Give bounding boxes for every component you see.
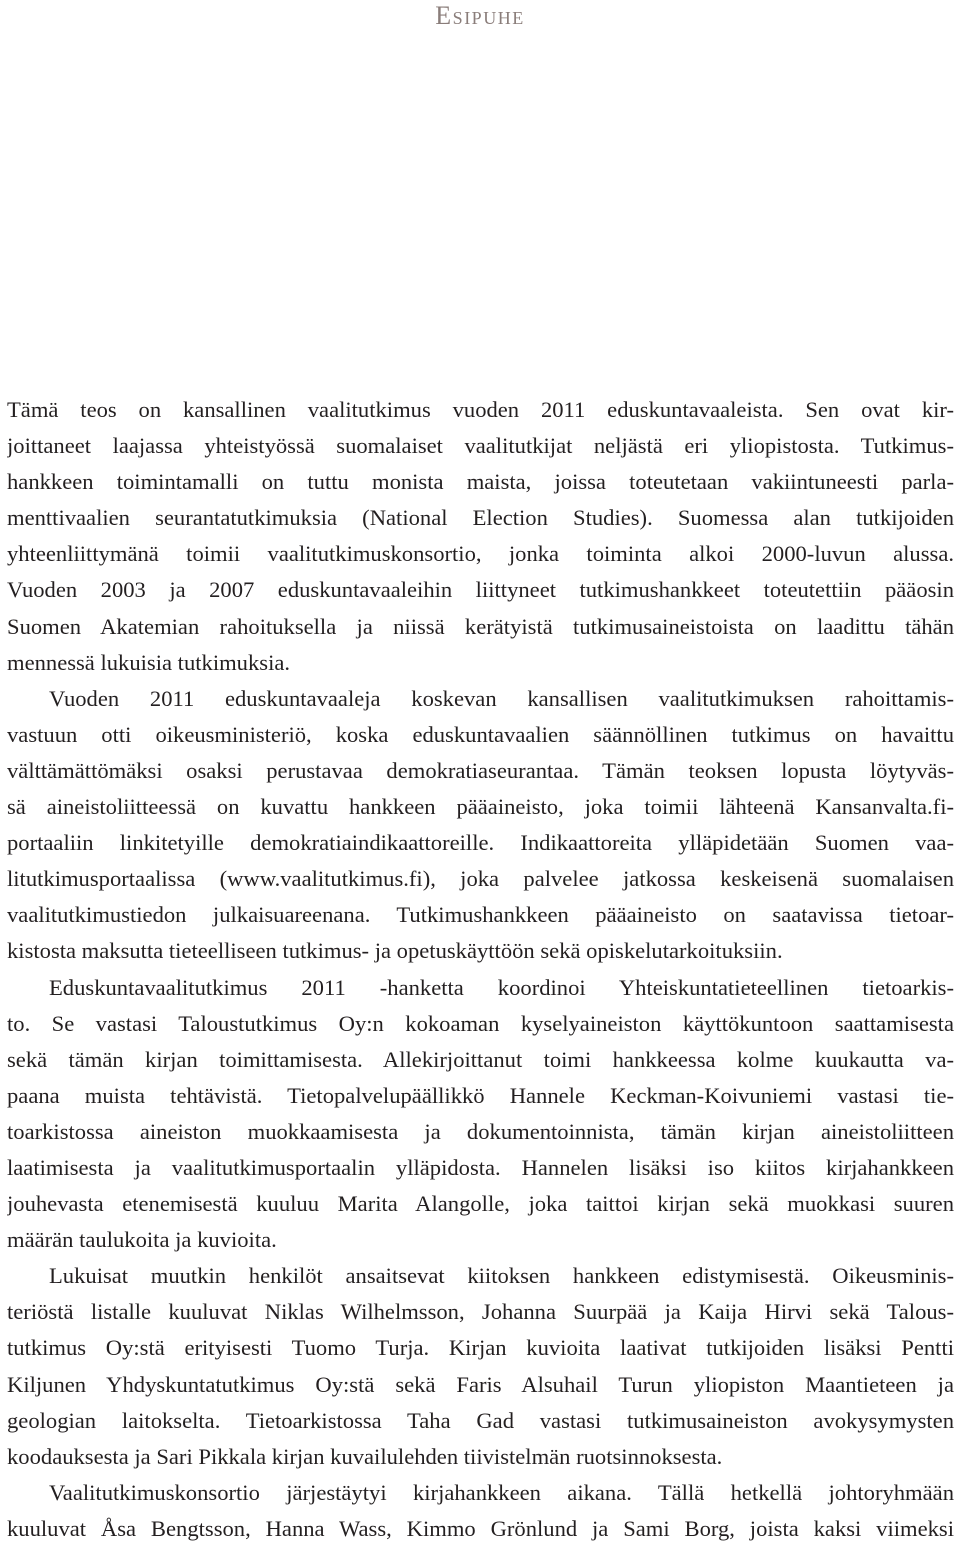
paragraph-4: [7, 1258, 954, 1475]
body-text: [7, 392, 954, 1547]
text-line: Tämä teos on kansallinen vaalitutkimus vuoden 2011 eduskuntavaaleista. Sen ovat kir-: [7, 397, 954, 422]
text-line: koodauksesta ja Sari Pikkala kirjan kuvailulehden tiivistelmän ruotsinnoksesta.: [7, 1443, 723, 1469]
text-line: vaalitutkimustiedon julkaisuareenana. Tutkimushankkeen pääaineisto on saatavissa tietoar-: [7, 902, 954, 928]
text-line: to. Se vastasi Taloustutkimus Oy:n kokoaman kyselyaineiston käyttökuntoon saattamisesta: [7, 1010, 954, 1036]
text-line: Kiljunen Yhdyskuntatutkimus Oy:stä sekä Faris Alsuhail Turun yliopiston Maantieteen ja: [7, 1371, 954, 1397]
page-title-text: Esipuhe: [435, 1, 525, 30]
text-line: jouhevasta etenemisestä kuuluu Marita Alangolle, joka taittoi kirjan sekä muokkasi suuren: [7, 1191, 954, 1217]
text-line: mennessä lukuisia tutkimuksia.: [7, 649, 291, 675]
text-line: hankkeen toimintamalli on tuttu monista maista, joissa toteutetaan vakiintuneesti parla-: [7, 469, 954, 495]
text-line: Eduskuntavaalitutkimus 2011 -hanketta koordinoi Yhteiskuntatieteellinen tietoarkis-: [49, 974, 954, 1000]
paragraph-2: [7, 681, 954, 970]
text-line: menttivaalien seurantatutkimuksia (National Election Studies). Suomessa alan tutkijoiden: [7, 505, 954, 531]
text-line: paana muista tehtävistä. Tietopalvelupäällikkö Hannele Keckman-Koivuniemi vastasi tie-: [7, 1082, 954, 1108]
text-line: välttämättömäksi osaksi perustavaa demokratiaseurantaa. Tämän teoksen lopusta löytyväs-: [7, 757, 954, 783]
text-line: geologian laitokselta. Tietoarkistossa Taha Gad vastasi tutkimusaineiston avokysymysten: [7, 1407, 954, 1433]
text-line: toarkistossa aineiston muokkaamisesta ja dokumentoinnista, tämän kirjan aineistoliitteen: [7, 1118, 954, 1144]
text-line: Suomen Akatemian rahoituksella ja niissä kerätyistä tutkimusaineistoista on laadittu tähän: [7, 613, 954, 639]
paragraph-5: [7, 1475, 954, 1547]
text-line: kistosta maksutta tieteelliseen tutkimus- ja opetuskäyttöön sekä opiskelutarkoituksiin.: [7, 938, 783, 964]
text-line: Vuoden 2011 eduskuntavaaleja koskevan kansallisen vaalitutkimuksen rahoittamis-: [49, 685, 954, 711]
text-line: Vuoden 2003 ja 2007 eduskuntavaaleihin liittyneet tutkimushankkeet toteutettiin pääosin: [7, 577, 954, 603]
text-line: yhteenliittymänä toimii vaalitutkimuskonsortio, jonka toiminta alkoi 2000-luvun alussa.: [7, 541, 954, 567]
paragraph-3: [7, 970, 954, 1259]
text-line: joittaneet laajassa yhteistyössä suomalaiset vaalitutkijat neljästä eri yliopistosta. Tutkimus-: [7, 433, 954, 459]
text-line: Lukuisat muutkin henkilöt ansaitsevat kiitoksen hankkeen edistymisestä. Oikeusminis-: [49, 1263, 954, 1289]
paragraph-1: [7, 392, 954, 681]
text-line: määrän taulukoita ja kuvioita.: [7, 1227, 277, 1253]
text-line: tutkimus Oy:stä erityisesti Tuomo Turja. Kirjan kuvioita laativat tutkijoiden lisäksi Pentti: [7, 1335, 954, 1361]
text-line: laatimisesta ja vaalitutkimusportaalin ylläpidosta. Hannelen lisäksi iso kiitos kirjahankkeen: [7, 1154, 954, 1180]
text-line: litutkimusportaalissa (www.vaalitutkimus.fi), joka palvelee jatkossa keskeisenä suomalaisen: [7, 866, 954, 892]
text-line: vastuun otti oikeusministeriö, koska eduskuntavaalien säännöllinen tutkimus on havaittu: [7, 721, 954, 747]
text-line: Vaalitutkimuskonsortio järjestäytyi kirjahankkeen aikana. Tällä hetkellä johtoryhmään: [49, 1479, 954, 1505]
text-line: portaaliin linkitetyille demokratiaindikaattoreille. Indikaattoreita ylläpidetään Suomen vaa-: [7, 830, 954, 856]
text-line: teriöstä listalle kuuluvat Niklas Wilhelmsson, Johanna Suurpää ja Kaija Hirvi sekä Talous-: [7, 1299, 954, 1325]
text-line: sä aineistoliitteessä on kuvattu hankkeen pääaineisto, joka toimii lähteenä Kansanvalta.fi-: [7, 794, 954, 820]
text-line: sekä tämän kirjan toimittamisesta. Allekirjoittanut toimi hankkeessa kolme kuukautta va-: [7, 1046, 954, 1072]
page-title: [0, 0, 960, 31]
text-line: kuuluvat Åsa Bengtsson, Hanna Wass, Kimmo Grönlund ja Sami Borg, joista kaksi viimeksi: [7, 1515, 954, 1541]
